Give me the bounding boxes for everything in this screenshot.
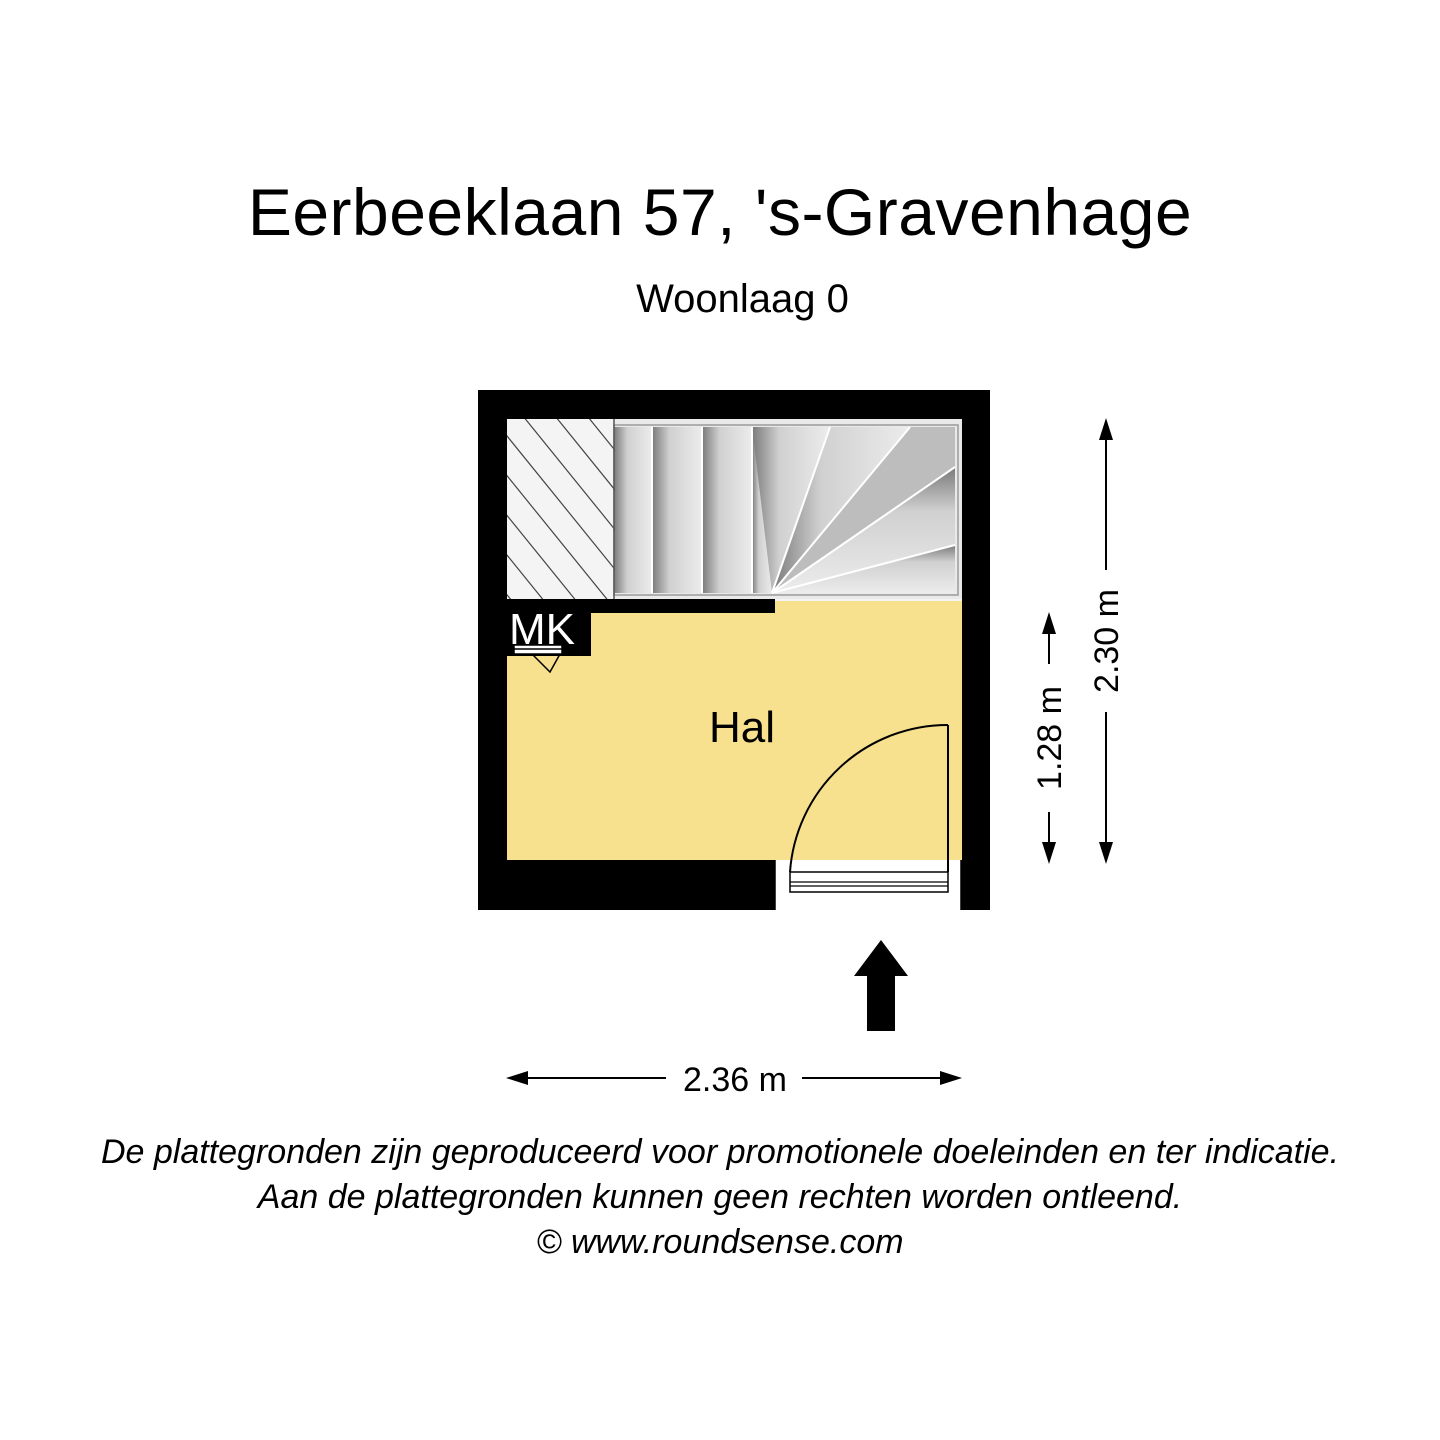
hall-depth-label: 1.28 m bbox=[1031, 686, 1069, 790]
disclaimer bbox=[0, 1130, 1440, 1265]
total-depth-label: 2.30 m bbox=[1088, 589, 1126, 693]
page-title: Eerbeeklaan 57, 's-Gravenhage bbox=[247, 175, 1193, 249]
width-dimension-label: 2.36 m bbox=[683, 1061, 787, 1099]
floor-level-label: Woonlaag 0 bbox=[636, 277, 849, 321]
disclaimer-line-1: De plattegronden zijn geproduceerd voor promotionele doeleinden en ter indicatie. bbox=[100, 1133, 1340, 1171]
stair-wall bbox=[597, 599, 775, 613]
copyright-line: © www.roundsense.com bbox=[536, 1223, 904, 1261]
closet-label: MK bbox=[509, 605, 575, 654]
entrance-arrow-icon bbox=[854, 940, 908, 1031]
hall-label: Hal bbox=[708, 703, 776, 752]
disclaimer-line-2: Aan de plattegronden kunnen geen rechten worden ontleend. bbox=[257, 1178, 1183, 1216]
front-door-threshold bbox=[775, 860, 961, 910]
